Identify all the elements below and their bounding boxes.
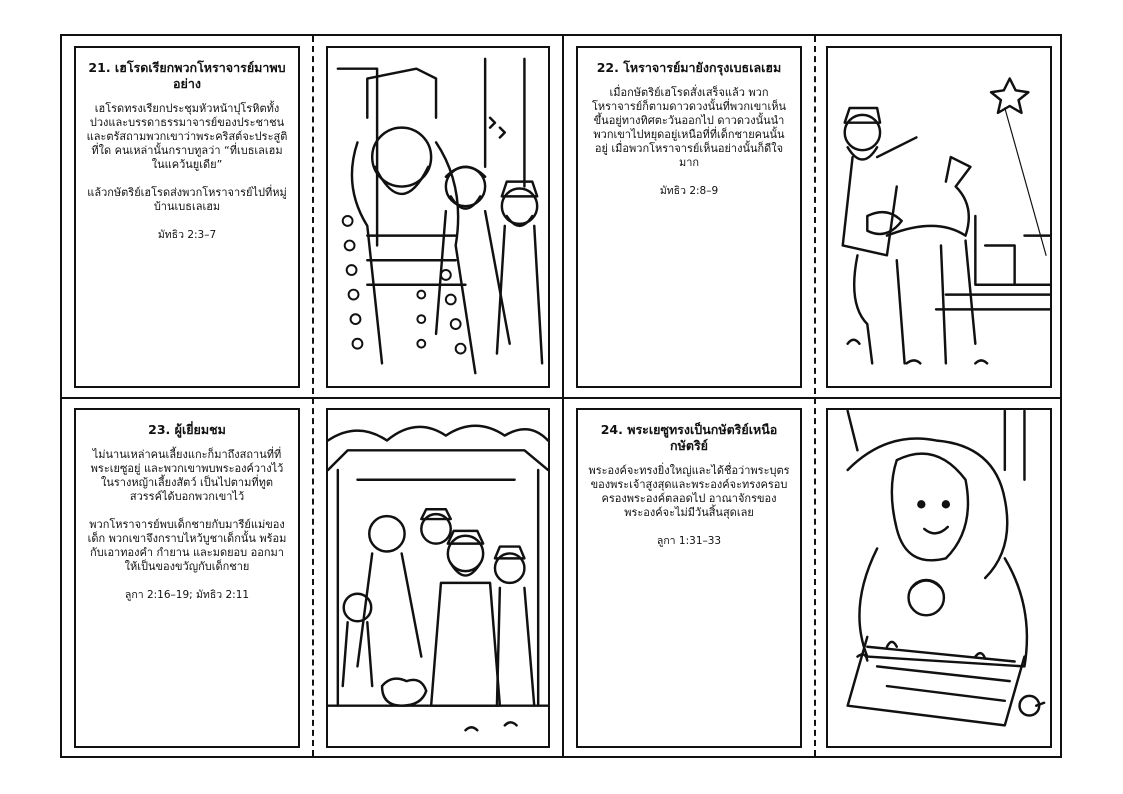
dashed-fold-line-left	[312, 36, 314, 756]
fold-line-horizontal	[62, 397, 1060, 399]
card-24-reference: ลูกา 1:31–33	[656, 535, 722, 547]
card-22-title: 22. โหราจารย์มายังกรุงเบธเลเฮม	[596, 60, 782, 75]
card-21-paragraph-1: เฮโรดทรงเรียกประชุมหัวหน้าปุโรหิตทั้งปวงและบรรดาธรรมาจารย์ของประชาชน และตรัสถามพวกเขาว่าพระคริสต์จะประสูติที่ใด คนเหล่านั้นกราบทูลว่า “ที่เบธเลเฮมในแคว้นยูเดีย”	[86, 102, 288, 171]
mary-and-baby-jesus-illustration-icon	[826, 408, 1052, 748]
booklet-sheet	[60, 34, 1062, 758]
card-23-reference: ลูกา 2:16–19; มัทธิว 2:11	[124, 589, 250, 601]
card-23-paragraph-1: ไม่นานเหล่าคนเลี้ยงแกะก็มาถึงสถานที่ที่พระเยซูอยู่ และพวกเขาพบพระองค์วางไว้ในรางหญ้าเลี้ยงสัตว์ เป็นไปตามที่ทูตสวรรค์ได้บอกพวกเขาไว้	[90, 448, 284, 503]
cut-line-vertical	[562, 36, 564, 756]
visitors-illustration-icon	[326, 408, 550, 748]
card-21-paragraph-2: แล้วกษัตริย์เฮโรดส่งพวกโหราจารย์ไปที่หมู่บ้านเบธเลเฮม	[87, 186, 287, 213]
card-22-text-panel	[576, 46, 802, 388]
card-21-reference: มัทธิว 2:3–7	[157, 229, 217, 241]
card-24-title: 24. พระเยซูทรงเป็นกษัตริย์เหนือกษัตริย์	[600, 422, 778, 453]
wise-man-on-camel-illustration-icon	[826, 46, 1052, 388]
card-21-text-panel	[74, 46, 300, 388]
card-23-text-panel	[74, 408, 300, 748]
card-22-reference: มัทธิว 2:8–9	[659, 185, 719, 197]
herod-and-wise-men-illustration-icon	[326, 46, 550, 388]
dashed-fold-line-right	[814, 36, 816, 756]
card-24-text-panel	[576, 408, 802, 748]
card-21-title: 21. เฮโรดเรียกพวกโหราจารย์มาพบอย่าง	[88, 60, 286, 91]
card-23-paragraph-2: พวกโหราจารย์พบเด็กชายกับมารีย์แม่ของเด็ก พวกเขาจึงกราบไหว้บูชาเด็กนั้น พร้อมกับเอาทองคำ กำยาน และมดยอบ ออกมาให้เป็นของขวัญกับเด็กชาย	[87, 518, 287, 573]
card-22-paragraph-1: เมื่อกษัตริย์เฮโรดสั่งเสร็จแล้ว พวกโหราจารย์ก็ตามดาวดวงนั้นที่พวกเขาเห็นขึ้นอยู่ทางทิศตะวันออกไป ดาวดวงนั้นนำพวกเขาไปหยุดอยู่เหนือที่ที่เด็กชายคนนั้นอยู่ เมื่อพวกโหราจารย์เห็นอย่างนั้นก็ดีใจมาก	[591, 86, 786, 169]
card-23-title: 23. ผู้เยี่ยมชม	[148, 422, 226, 437]
card-24-paragraph-1: พระองค์จะทรงยิ่งใหญ่และได้ชื่อว่าพระบุตรของพระเจ้าสูงสุดและพระองค์จะทรงครอบครองพระองค์ตลอดไป อาณาจักรของพระองค์จะไม่มีวันสิ้นสุดเลย	[588, 464, 790, 519]
